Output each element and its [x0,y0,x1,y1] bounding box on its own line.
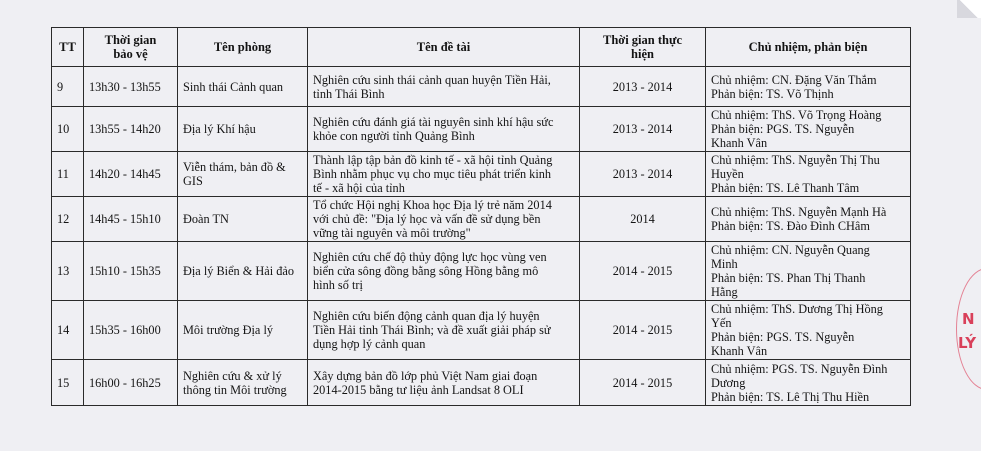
cell-people: Chủ nhiệm: ThS. Võ Trọng Hoàng Phản biện: PGS. TS. Nguyễn Khanh Vân [706,107,911,152]
cell-time: 14h20 - 14h45 [84,152,178,197]
cell-period: 2014 - 2015 [580,360,706,406]
table-row [52,197,911,242]
table-row [52,107,911,152]
cell-people: Chủ nhiệm: ThS. Nguyễn Mạnh Hà Phản biện: TS. Đào Đình CHâm [706,197,911,242]
cell-room: Môi trường Địa lý [178,301,308,360]
cell-period: 2014 - 2015 [580,301,706,360]
cell-room: Địa lý Biển & Hải đảo [178,242,308,301]
cell-period: 2013 - 2014 [580,107,706,152]
cell-topic: Nghiên cứu đánh giá tài nguyên sinh khí hậu sức khỏe con người tỉnh Quảng Bình [308,107,580,152]
page-corner [957,0,981,18]
table-header-row [52,28,911,67]
cell-room: Đoàn TN [178,197,308,242]
cell-room: Nghiên cứu & xử lý thông tin Môi trường [178,360,308,406]
table-row [52,242,911,301]
cell-tt: 15 [52,360,84,406]
cell-tt: 13 [52,242,84,301]
table-row [52,67,911,107]
header-time: Thời gian bảo vệ [84,28,178,67]
cell-period: 2014 [580,197,706,242]
cell-people: Chủ nhiệm: CN. Nguyễn Quang Minh Phản biện: TS. Phan Thị Thanh Hằng [706,242,911,301]
cell-period: 2014 - 2015 [580,242,706,301]
cell-room: Địa lý Khí hậu [178,107,308,152]
cell-tt: 9 [52,67,84,107]
cell-people: Chủ nhiệm: ThS. Dương Thị Hồng Yến Phản biện: PGS. TS. Nguyễn Khanh Vân [706,301,911,360]
cell-topic: Thành lập tập bản đồ kinh tế - xã hội tỉnh Quảng Bình nhằm phục vụ cho mục tiêu phát triển kinh tế - xã hội của tỉnh [308,152,580,197]
header-people: Chủ nhiệm, phản biện [706,28,911,67]
cell-topic: Tổ chức Hội nghị Khoa học Địa lý trẻ năm 2014 với chủ đề: "Địa lý học và vấn đề sử dụng bền vững tài nguyên và môi trường" [308,197,580,242]
cell-period: 2013 - 2014 [580,67,706,107]
cell-topic: Nghiên cứu chế độ thủy động lực học vùng ven biển cửa sông đồng bằng sông Hồng bằng mô hình số trị [308,242,580,301]
cell-room: Viễn thám, bản đồ & GIS [178,152,308,197]
cell-time: 15h35 - 16h00 [84,301,178,360]
cell-time: 13h55 - 14h20 [84,107,178,152]
header-tt: TT [52,28,84,67]
seal-outline [956,268,981,390]
cell-time: 14h45 - 15h10 [84,197,178,242]
red-seal-stamp [948,268,981,398]
cell-people: Chủ nhiệm: ThS. Nguyễn Thị Thu Huyền Phản biện: TS. Lê Thanh Tâm [706,152,911,197]
cell-people: Chủ nhiệm: PGS. TS. Nguyễn Đình Dương Phản biện: TS. Lê Thị Thu Hiền [706,360,911,406]
cell-time: 13h30 - 13h55 [84,67,178,107]
cell-room: Sinh thái Cảnh quan [178,67,308,107]
cell-topic: Xây dựng bản đồ lớp phủ Việt Nam giai đoạn 2014-2015 bằng tư liệu ảnh Landsat 8 OLI [308,360,580,406]
cell-period: 2013 - 2014 [580,152,706,197]
seal-letter: N [962,310,975,328]
defense-schedule-table [51,27,911,406]
cell-topic: Nghiên cứu biến động cảnh quan địa lý huyện Tiền Hải tỉnh Thái Bình; và đề xuất giải pháp sử dụng hợp lý cảnh quan [308,301,580,360]
cell-time: 15h10 - 15h35 [84,242,178,301]
cell-time: 16h00 - 16h25 [84,360,178,406]
cell-people: Chủ nhiệm: CN. Đặng Văn Thắm Phản biện: TS. Võ Thịnh [706,67,911,107]
cell-tt: 10 [52,107,84,152]
cell-topic: Nghiên cứu sinh thái cảnh quan huyện Tiền Hải, tỉnh Thái Bình [308,67,580,107]
table-row [52,152,911,197]
table-row [52,301,911,360]
header-topic: Tên đề tài [308,28,580,67]
cell-tt: 11 [52,152,84,197]
header-period: Thời gian thực hiện [580,28,706,67]
table-row [52,360,911,406]
cell-tt: 14 [52,301,84,360]
header-room: Tên phòng [178,28,308,67]
cell-tt: 12 [52,197,84,242]
seal-letter: LÝ [958,334,977,352]
